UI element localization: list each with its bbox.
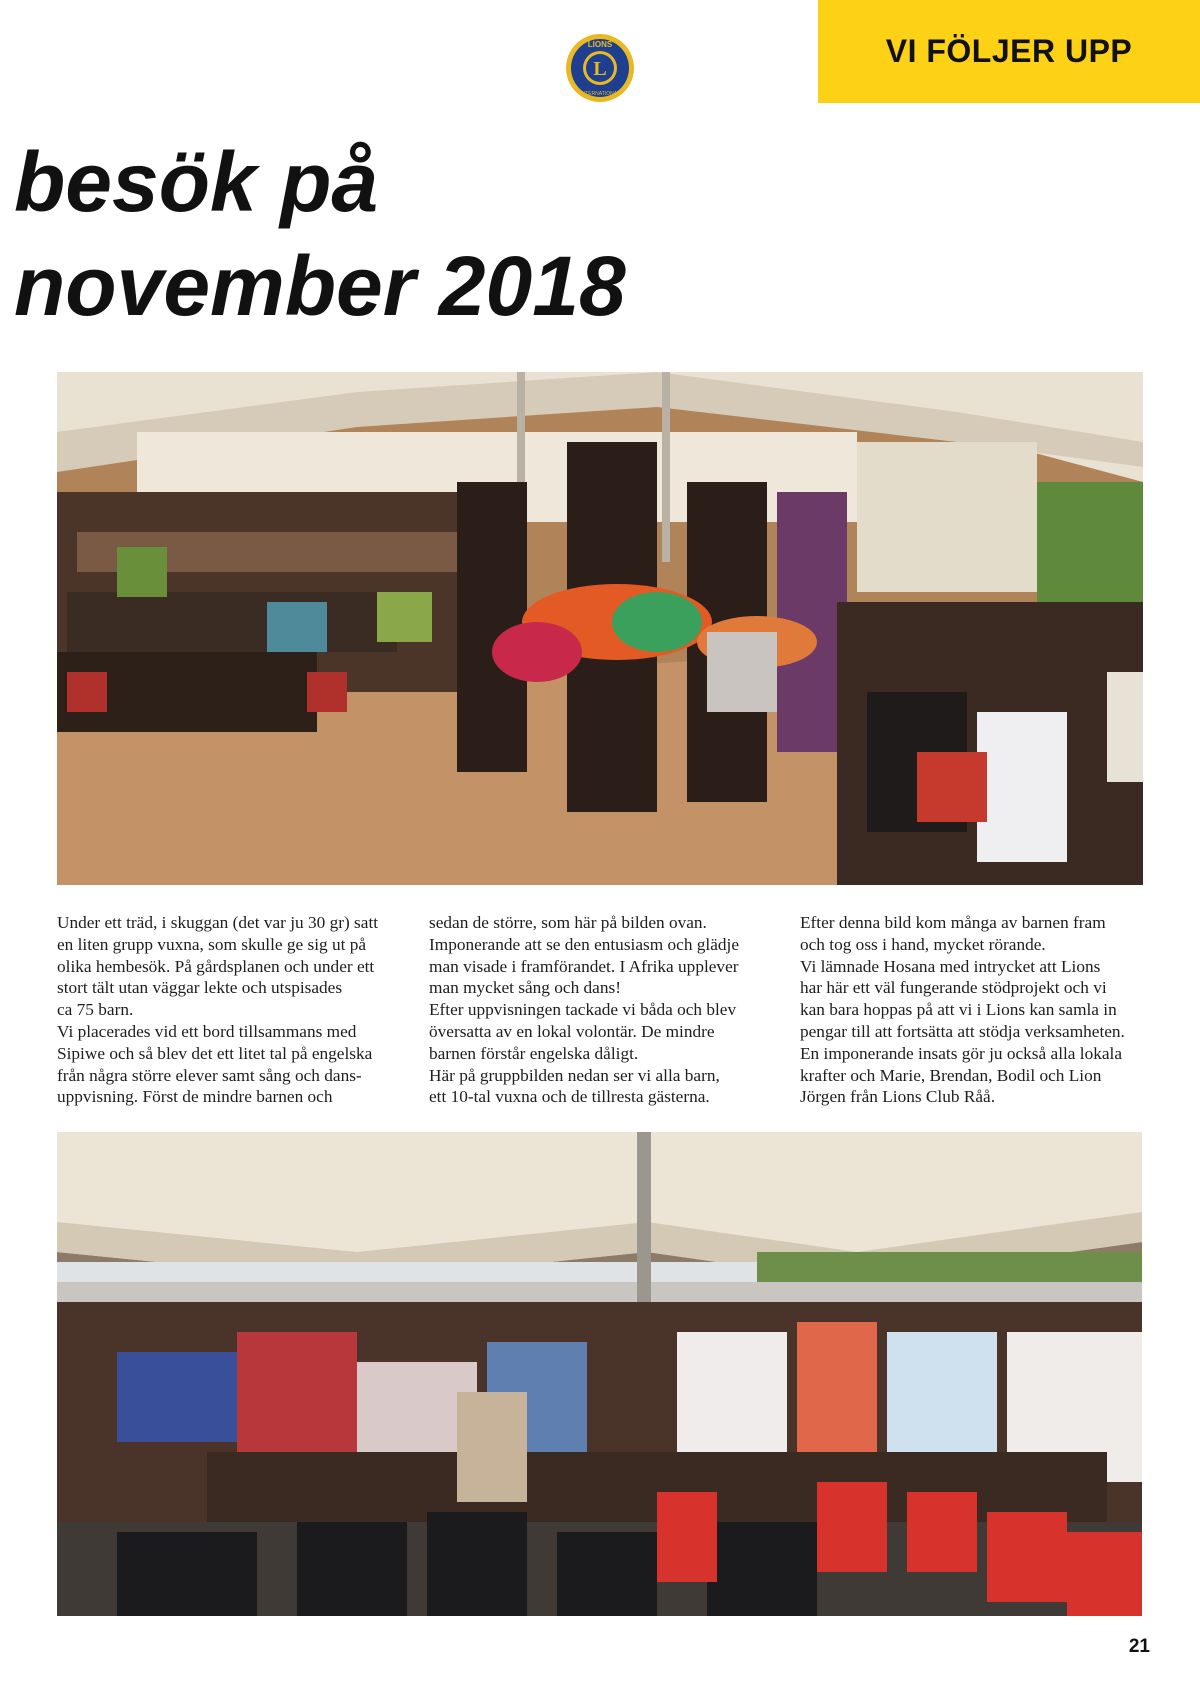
text-line: Vi placerades vid ett bord tillsammans med: [57, 1021, 357, 1041]
text-line: Imponerande att se den entusiasm och glädje: [429, 934, 739, 954]
text-line: stort tält utan väggar lekte och utspisades: [57, 978, 343, 998]
text-line: från några större elever samt sång och dans-: [57, 1065, 362, 1085]
text-line: kan bara hoppas på att vi i Lions kan samla in: [800, 1000, 1117, 1020]
text-line: Här på gruppbilden nedan ser vi alla barn,: [429, 1065, 720, 1085]
text-line: Jörgen från Lions Club Råå.: [800, 1087, 996, 1107]
text-line: olika hembesök. På gårdsplanen och under ett: [57, 956, 375, 976]
text-line: har här ett väl fungerande stödprojekt och vi: [800, 978, 1107, 998]
text-line: En imponerande insats gör ju också alla lokala: [800, 1043, 1123, 1063]
page-number: 21: [1128, 1636, 1150, 1657]
headline-line-1: besök på: [14, 135, 379, 229]
text-line: översatta av en lokal volontär. De mindre: [429, 1021, 715, 1041]
text-line: krafter och Marie, Brendan, Bodil och Lion: [800, 1065, 1102, 1085]
text-line: Sipiwe och så blev det ett litet tal på engelska: [57, 1043, 373, 1063]
text-line: ett 10-tal vuxna och de tillresta gästerna.: [429, 1087, 710, 1107]
photo-group-under-tent-icon: [57, 1132, 1142, 1616]
text-line: man visade i framförandet. I Afrika upplever: [429, 956, 739, 976]
body-column-3: [800, 912, 1140, 1108]
text-line: en liten grupp vuxna, som skulle ge sig ut på: [57, 934, 367, 954]
body-column-2: [429, 912, 769, 1108]
headline-line-2: november 2018: [14, 239, 626, 333]
text-line: Vi lämnade Hosana med intrycket att Lions: [800, 956, 1101, 976]
text-line: Efter uppvisningen tackade vi båda och blev: [429, 1000, 737, 1020]
text-line: uppvisning. Först de mindre barnen och: [57, 1087, 333, 1107]
section-tag: [818, 0, 1200, 103]
svg-text:INTERNATIONAL: INTERNATIONAL: [580, 91, 620, 97]
headline: [14, 130, 626, 338]
text-line: ca 75 barn.: [57, 1000, 134, 1020]
text-line: och tog oss i hand, mycket rörande.: [800, 934, 1046, 954]
photo-tent-dance-performance-icon: [57, 372, 1143, 885]
section-tag-label: VI FÖLJER UPP: [885, 33, 1133, 69]
text-line: Efter denna bild kom många av barnen fram: [800, 913, 1106, 932]
text-line: sedan de större, som här på bilden ovan.: [429, 913, 707, 932]
lions-international-logo-icon: [564, 32, 636, 104]
text-line: man mycket sång och dans!: [429, 978, 621, 998]
body-column-1: [57, 912, 397, 1108]
text-line: Under ett träd, i skuggan (det var ju 30 gr) satt: [57, 913, 379, 932]
svg-text:L: L: [593, 58, 607, 80]
svg-text:LIONS: LIONS: [587, 40, 613, 49]
text-line: pengar till att fortsätta att stödja verksamheten.: [800, 1021, 1125, 1041]
text-line: barnen förstår engelska dåligt.: [429, 1043, 639, 1063]
